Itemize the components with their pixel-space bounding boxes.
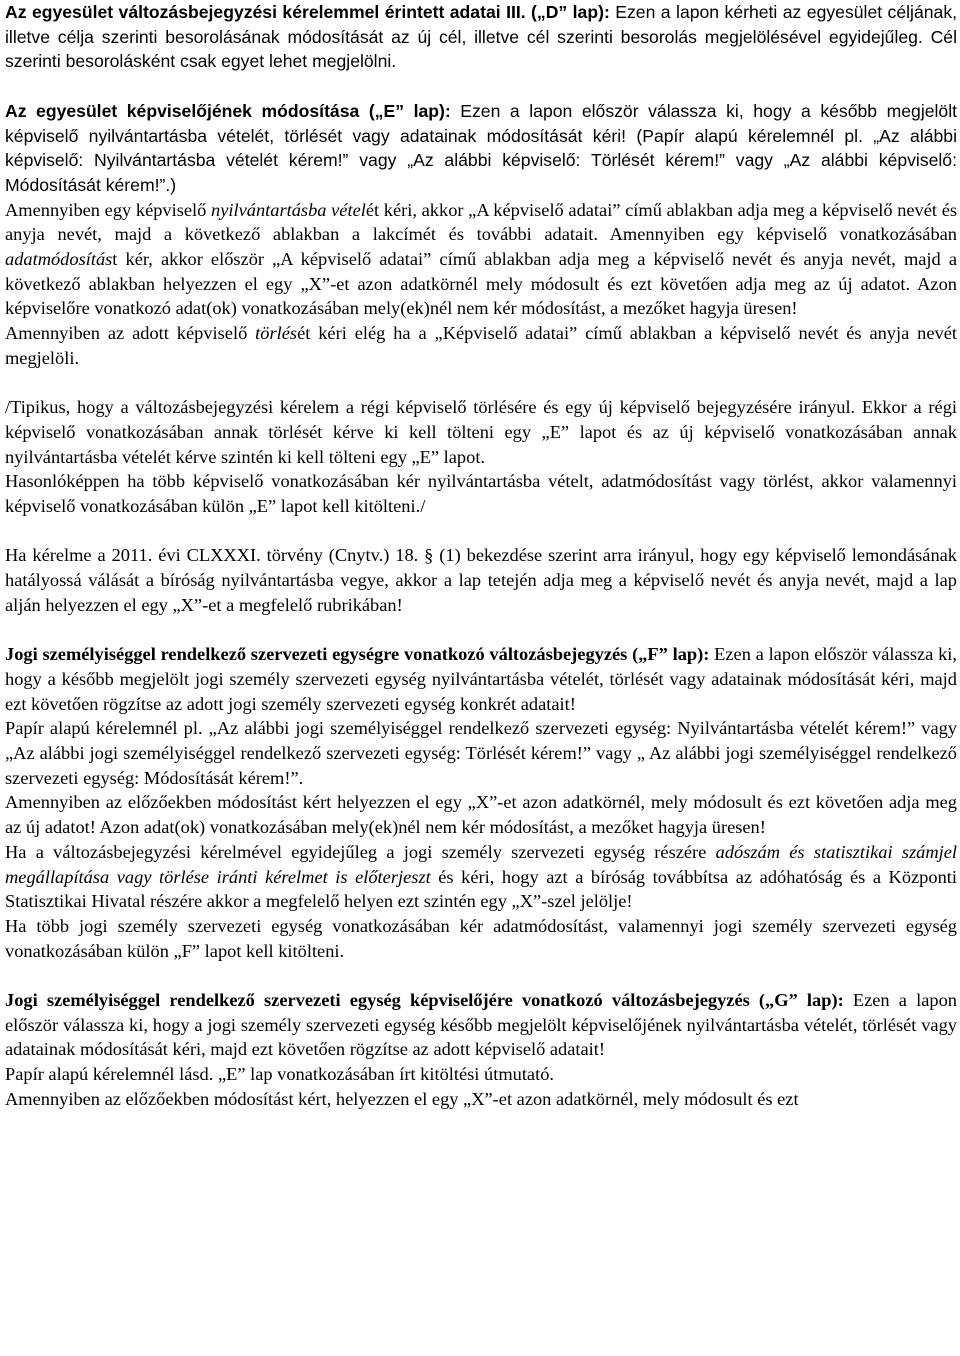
italic-emphasis-text: adószám és statisztikai számjel megállapítása vagy törlése iránti kérelmet is előterjeszt	[5, 841, 957, 887]
body-text: Ezen a lapon először válassza ki, hogy a később megjelölt képviselő nyilvántartásba vételét, törlését vagy adatainak módosítását kéri! (Papír alapú kérelemnél pl. „Az alábbi képviselő: Nyilvántartásba vételét kérem!” vagy „Az alábbi képviselő: Törlését kérem!” vagy „Az alábbi képviselő: Módosítását kérem!”.)	[5, 100, 958, 195]
document-page	[5, 0, 957, 1112]
bold-heading-text: Az egyesület képviselőjének módosítása („E” lap):	[5, 100, 451, 121]
paragraph-spacer	[5, 519, 957, 544]
body-text: /Tipikus, hogy a változásbejegyzési kérelem a régi képviselő törlésére és egy új képviselő bejegyzésére irányul. Ekkor a régi képviselő vonatkozásában annak törlését kérve ki kell tölteni egy „E” lapot és az új képviselő vonatkozásában annak nyilvántartásba vételét kérve szintén ki kell tölteni egy „E” lapot.	[5, 397, 957, 467]
paragraph	[5, 914, 957, 963]
body-text: Ha a változásbejegyzési kérelmével egyidejűleg a jogi személy szervezeti egység részére	[5, 841, 716, 862]
paragraph	[5, 198, 957, 322]
paragraph	[5, 716, 957, 790]
body-text: és kéri, hogy azt a bíróság továbbítsa az adóhatóság és a Központi Statisztikai Hivatal részére akkor a megfelelő helyen ezt szintén egy „X”-szel jelölje!	[5, 866, 957, 912]
paragraph	[5, 988, 957, 1062]
body-text: Hasonlóképpen ha több képviselő vonatkozásában kér nyilvántartásba vételt, adatmódosítást vagy törlést, akkor valamennyi képviselő vonatkozásában külön „E” lapot kell kitölteni./	[5, 471, 957, 517]
paragraph	[5, 0, 957, 74]
bold-heading-text: Jogi személyiséggel rendelkező szervezeti egységre vonatkozó változásbejegyzés („F” lap):	[5, 644, 710, 665]
paragraph-spacer	[5, 371, 957, 396]
body-text: ét kéri, akkor „A képviselő adatai” című ablakban adja meg a képviselő nevét és anyja nevét, majd a következő ablakban a lakcímét és további adatait. Amennyiben egy képviselő vonatkozásában	[5, 199, 958, 245]
body-text: Papír alapú kérelemnél pl. „Az alábbi jogi személyiséggel rendelkező szervezeti egység: Nyilvántartásba vételét kérem!” vagy „Az alábbi jogi személyiséggel rendelkező szervezeti egység: Törlését kérem!” vagy „ Az alábbi jogi személyiséggel rendelkező szervezeti egység: Módosítását kérem!”.	[5, 718, 957, 788]
body-text: t kér, akkor először „A képviselő adatai” című ablakban adja meg a képviselő nevét és anyja nevét, majd a következő ablakban helyezzen el egy „X”-et azon adatkörnél mely módosult és ezt követően adja meg az új adatot. Azon képviselőre vonatkozó adat(ok) vonatkozásában mely(ek)nél nem kér módosítást, a mezőket hagyja üresen!	[5, 249, 957, 319]
body-text: Amennyiben az előzőekben módosítást kért, helyezzen el egy „X”-et azon adatkörnél, mely módosult és ezt	[5, 1088, 799, 1109]
paragraph-spacer	[5, 74, 957, 99]
bold-heading-text: Jogi személyiséggel rendelkező szervezeti egység képviselőjére vonatkozó változásbejegyzés („G” lap):	[5, 990, 844, 1011]
paragraph	[5, 840, 957, 914]
italic-emphasis-text: nyilvántartásba vétel	[211, 199, 366, 220]
paragraph	[5, 395, 957, 469]
paragraph	[5, 1087, 957, 1112]
paragraph	[5, 99, 957, 198]
bold-heading-text: Az egyesület változásbejegyzési kérelemmel érintett adatai III. („D” lap):	[5, 2, 610, 22]
body-text: Amennyiben az adott képviselő	[5, 323, 256, 344]
paragraph	[5, 642, 957, 716]
body-text: ét kéri elég ha a „Képviselő adatai” című ablakban a képviselő nevét és anyja nevét megjelöli.	[5, 323, 957, 368]
body-text: Amennyiben az előzőekben módosítást kért helyezzen el egy „X”-et azon adatkörnél, mely módosult és ezt követően adja meg az új adatot! Azon adat(ok) vonatkozásában mely(ek)nél nem kér módosítást, a mezőket hagyja üresen!	[5, 792, 957, 838]
body-text: Amennyiben egy képviselő	[5, 199, 212, 220]
body-text: Ezen a lapon először válassza ki, hogy a később megjelölt jogi személy szervezeti egység nyilvántartásba vételét, törlését vagy adatainak módosítását kéri, majd ezt követően rögzítse az adott jogi személy szervezeti egység konkrét adatait!	[5, 644, 957, 714]
body-text: Ha több jogi személy szervezeti egység vonatkozásában kér adatmódosítást, valamennyi jogi személy szervezeti egység vonatkozásában külön „F” lapot kell kitölteni.	[5, 915, 957, 961]
body-text: Papír alapú kérelemnél lásd. „E” lap vonatkozásában írt kitöltési útmutató.	[5, 1064, 554, 1085]
italic-emphasis-text: adatmódosítás	[5, 249, 113, 270]
paragraph	[5, 469, 957, 518]
paragraph	[5, 543, 957, 617]
paragraph	[5, 321, 957, 370]
paragraph-spacer	[5, 618, 957, 643]
italic-emphasis-text: törlés	[255, 323, 298, 344]
paragraph-spacer	[5, 963, 957, 988]
body-text: Ha kérelme a 2011. évi CLXXXI. törvény (Cnytv.) 18. § (1) bekezdése szerint arra irányul, hogy egy képviselő lemondásának hatályossá válását a bíróság nyilvántartásba vegye, akkor a lap tetején adja meg a képviselő nevét és anyja nevét, majd a lap alján helyezzen el egy „X”-et a megfelelő rubrikában!	[5, 545, 957, 615]
body-text: Ezen a lapon kérheti az egyesület céljának, illetve célja szerinti besorolásának módosítását az új cél, illetve cél szerinti besorolás megjelölésével egyidejűleg. Cél szerinti besorolásként csak egyet lehet megjelölni.	[5, 2, 957, 72]
body-text: Ezen a lapon először válassza ki, hogy a jogi személy szervezeti egység később megjelölt képviselőjének nyilvántartásba vételét, törlését vagy adatainak módosítását kéri, majd ezt követően rögzítse az adott képviselő adatait!	[5, 990, 957, 1060]
paragraph	[5, 790, 957, 839]
paragraph	[5, 1062, 957, 1087]
